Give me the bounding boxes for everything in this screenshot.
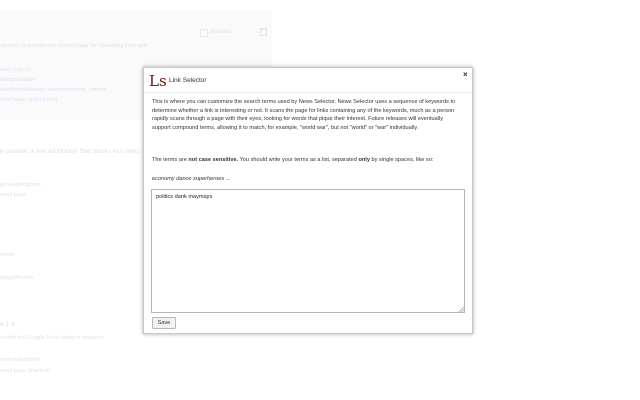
- instructions-paragraph: [152, 156, 462, 165]
- save-button[interactable]: Save: [152, 317, 176, 329]
- divider: [144, 92, 472, 93]
- bg-line: re with the Google Docs family of products.: [0, 335, 105, 341]
- extension-description: xtension that scans the current page for interesting links and: [0, 43, 147, 49]
- bg-line[interactable]: tcamf/repath/news-selector/chrome_version: [0, 87, 107, 93]
- example-terms: economy dance superheroes ...: [152, 176, 231, 182]
- instructions-text: You should write your terms as a list, separated: [238, 157, 359, 163]
- bg-line: bnfcgdoidlpjoe: [0, 77, 36, 83]
- bg-line[interactable]: ound page (Inactive): [0, 368, 51, 374]
- bg-line[interactable]: ound page: [0, 192, 26, 198]
- bg-line: gooeegbfcgibom: [0, 182, 41, 188]
- description-paragraph: This is where you can customize the search terms used by News Selector. News Selector uses a sequence of keywords to determine whether a link is interesting or not. It scans the page for links containing any of the keywords, much as a person rapidly scans through a page with their eyes, looking for words that pique their interest. Future releases will eventually support compound terms, allowing it to match, for example, "world war", but not "world" or "war" individually.: [152, 99, 456, 131]
- bg-line[interactable]: load (Ctrl+F): [0, 67, 31, 73]
- bg-line: e parable, a few ad blocker that blocks ALL annc: [0, 148, 140, 155]
- bg-line: e 1.4: [0, 321, 15, 328]
- instructions-text: by single spaces, like so:: [369, 157, 434, 163]
- bg-line: ments: [0, 252, 15, 258]
- instructions-emphasis: not case sensitive.: [188, 157, 239, 163]
- instructions-text: The terms are: [152, 157, 189, 163]
- bg-line: egkjojfhkokhe: [0, 275, 34, 281]
- bg-line: nmmchlbafdnhlh: [0, 357, 41, 363]
- close-icon[interactable]: ×: [463, 70, 468, 79]
- search-terms-textarea[interactable]: [151, 189, 465, 313]
- link-selector-dialog: [143, 67, 473, 334]
- instructions-emphasis: only: [358, 157, 370, 163]
- dialog-title: Link Selector: [169, 77, 207, 84]
- app-logo: Ls: [149, 72, 167, 90]
- bg-line[interactable]: ound page options.html: [0, 97, 58, 103]
- resize-grip-icon[interactable]: [458, 307, 464, 312]
- enabled-label: Enabled: [211, 29, 232, 35]
